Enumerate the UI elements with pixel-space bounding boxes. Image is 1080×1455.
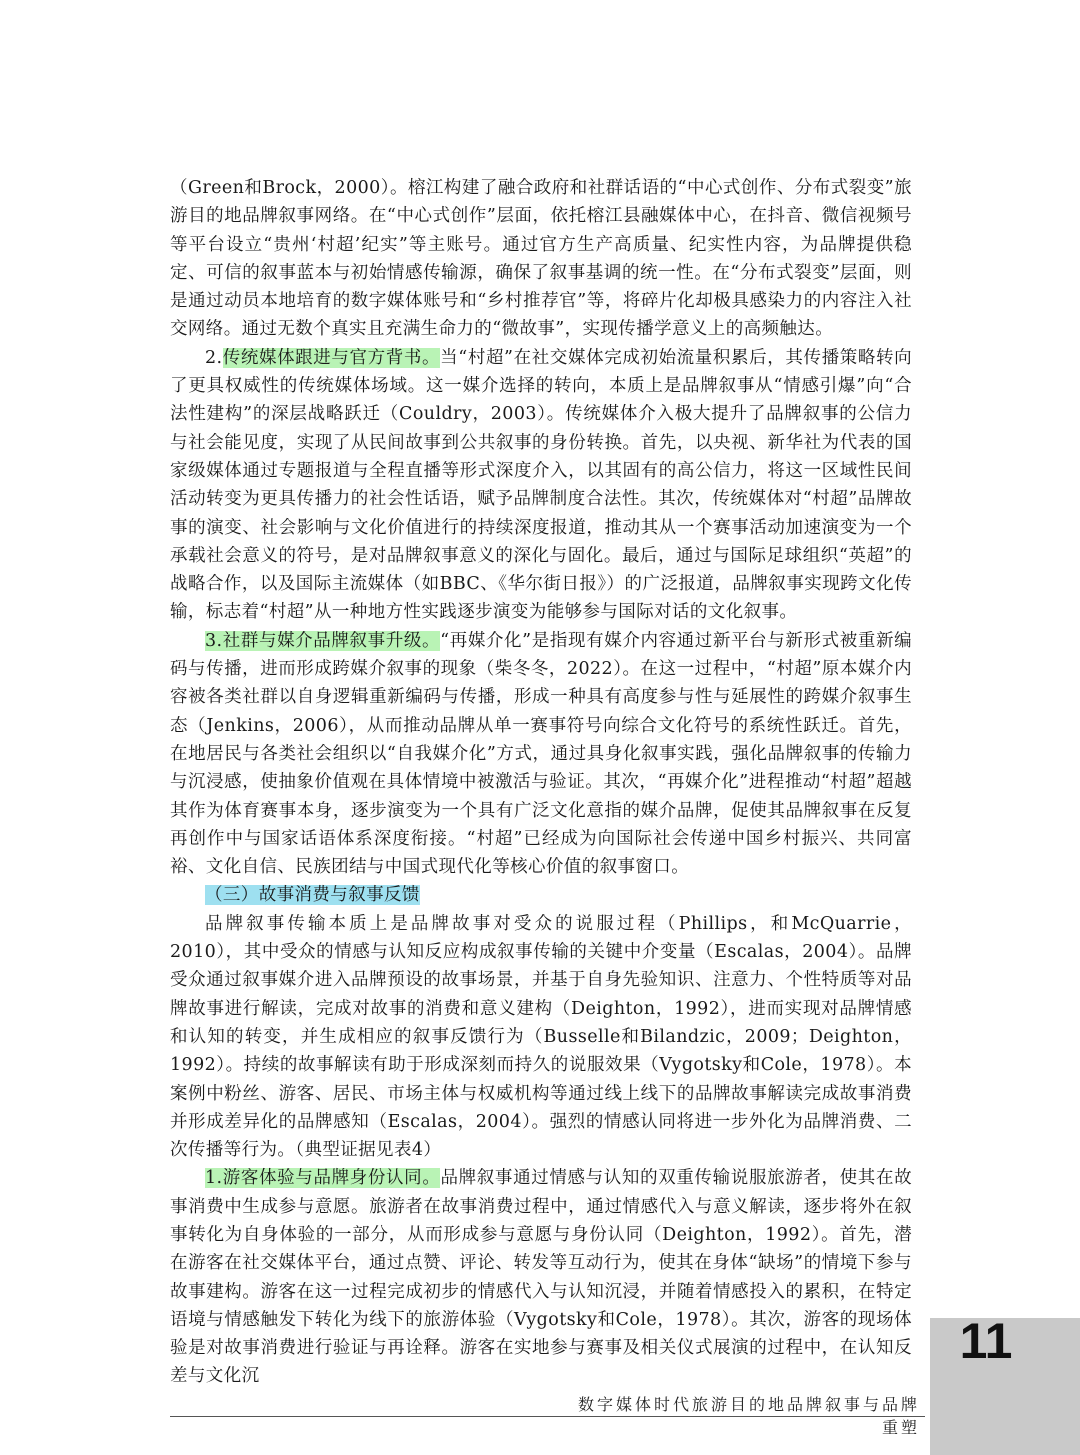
- subsection-number: 2.: [205, 347, 223, 368]
- paragraph-text: 品牌叙事通过情感与认知的双重传输说服旅游者，使其在故事消费中生成参与意愿。旅游者在故事消费过程中，通过情感代入与意义解读，逐步将外在叙事转化为自身体验的一部分，从而形成参与意愿与身份认同（Deighton，1992）。首先，潜在游客在社交媒体平台，通过点赞、评论、转发等互动行为，使其在身体“缺场”的情境下参与故事建构。游客在这一过程完成初步的情感代入与认知沉浸，并随着情感投入的累积，在特定语境与情感触发下转化为线下的旅游体验（Vygotsky和Cole，1978）。其次，游客的现场体验是对故事消费进行验证与再诠释。游客在实地参与赛事及相关仪式展演的过程中，在认知反差与文化沉: [170, 1168, 912, 1387]
- article-body: [170, 174, 912, 1391]
- section-heading-text: （三）故事消费与叙事反馈: [205, 885, 420, 906]
- paragraph-4: [170, 910, 912, 1165]
- paragraph-5: [170, 1164, 912, 1390]
- running-title: 数字媒体时代旅游目的地品牌叙事与品牌重塑: [577, 1395, 920, 1437]
- footer-rule: [170, 1416, 925, 1417]
- paragraph-3: [170, 627, 912, 882]
- subsection-heading-media-endorsement: 传统媒体跟进与官方背书。: [222, 347, 441, 368]
- section-heading: [170, 881, 912, 909]
- page-number: 11: [959, 1313, 1013, 1369]
- paragraph-1: [170, 174, 912, 344]
- paragraph-text: 品牌叙事传输本质上是品牌故事对受众的说服过程（Phillips，和McQuarrie，2010），其中受众的情感与认知反应构成叙事传输的关键中介变量（Escalas，2004）。品牌受众通过叙事媒介进入品牌预设的故事场景，并基于自身先验知识、注意力、个性特质等对品牌故事进行解读，完成对故事的消费和意义建构（Deighton，1992），进而实现对品牌情感和认知的转变，并生成相应的叙事反馈行为（Busselle和Bilandzic，2009；Deighton，1992）。持续的故事解读有助于形成深刻而持久的说服效果（Vygotsky和Cole，1978）。本案例中粉丝、游客、居民、市场主体与权威机构等通过线上线下的品牌故事解读完成故事消费并形成差异化的品牌感知（Escalas，2004）。强烈的情感认同将进一步外化为品牌消费、二次传播等行为。（典型证据见表4）: [170, 913, 912, 1161]
- paragraph-text: （Green和Brock，2000）。榕江构建了融合政府和社群话语的“中心式创作、分布式裂变”旅游目的地品牌叙事网络。在“中心式创作”层面，依托榕江县融媒体中心，在抖音、微信视频号等平台设立“贵州‘村超’纪实”等主账号。通过官方生产高质量、纪实性内容，为品牌提供稳定、可信的叙事蓝本与初始情感传输源，确保了叙事基调的统一性。在“分布式裂变”层面，则是通过动员本地培育的数字媒体账号和“乡村推荐官”等，将碎片化却极具感染力的内容注入社交网络。通过无数个真实且充满生命力的“微故事”，实现传播学意义上的高频触达。: [170, 178, 912, 340]
- paragraph-text: “再媒介化”是指现有媒介内容通过新平台与新形式被重新编码与传播，进而形成跨媒介叙事的现象（柴冬冬，2022）。在这一过程中，“村超”原本媒介内容被各类社群以自身逻辑重新编码与传播，形成一种具有高度参与性与延展性的跨媒介叙事生态（Jenkins，2006），从而推动品牌从单一赛事符号向综合文化符号的系统性跃迁。首先，在地居民与各类社会组织以“自我媒介化”方式，通过具身化叙事实践，强化品牌叙事的传输力与沉浸感，使抽象价值观在具体情境中被激活与验证。其次，“再媒介化”进程推动“村超”超越其作为体育赛事本身，逐步演变为一个具有广泛文化意指的媒介品牌，促使其品牌叙事在反复再创作中与国家话语体系深度衔接。“村超”已经成为向国际社会传递中国乡村振兴、共同富裕、文化自信、民族团结与中国式现代化等核心价值的叙事窗口。: [170, 630, 912, 878]
- paragraph-2: [170, 344, 912, 627]
- subsection-heading-community-upgrade: 3.社群与媒介品牌叙事升级。: [205, 630, 441, 651]
- subsection-heading-tourist-identity: 1.游客体验与品牌身份认同。: [205, 1168, 441, 1189]
- paragraph-text: 当“村超”在社交媒体完成初始流量积累后，其传播策略转向了更具权威性的传统媒体场域。这一媒介选择的转向，本质上是品牌叙事从“情感引爆”向“合法性建构”的深层战略跃迁（Couldry，2003）。传统媒体介入极大提升了品牌叙事的公信力与社会能见度，实现了从民间故事到公共叙事的身份转换。首先，以央视、新华社为代表的国家级媒体通过专题报道与全程直播等形式深度介入，以其固有的高公信力，将这一区域性民间活动转变为更具传播力的社会性话语，赋予品牌制度合法性。其次，传统媒体对“村超”品牌故事的演变、社会影响与文化价值进行的持续深度报道，推动其从一个赛事活动加速演变为一个承载社会意义的符号，是对品牌叙事意义的深化与固化。最后，通过与国际足球组织“英超”的战略合作，以及国际主流媒体（如BBC、《华尔街日报》）的广泛报道，品牌叙事实现跨文化传输，标志着“村超”从一种地方性实践逐步演变为能够参与国际对话的文化叙事。: [170, 347, 912, 623]
